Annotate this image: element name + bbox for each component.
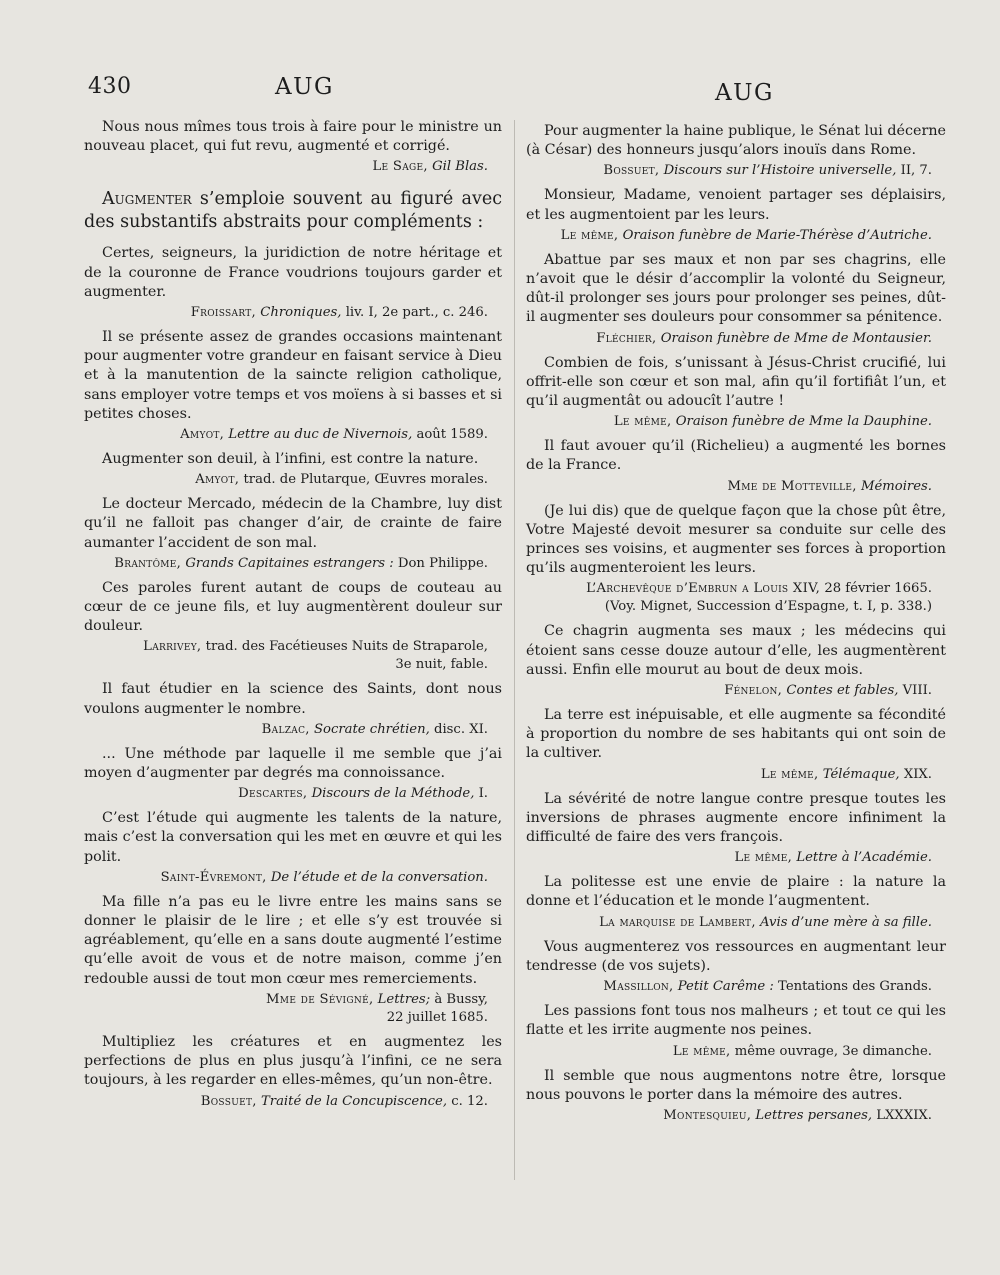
source-author: Bossuet, <box>603 163 660 179</box>
quotation: Le docteur Mercado, médecin de la Chambre, luy dist qu’il ne falloit pas changer d’air, de crainte de faire aumanter l’accident de son mal. <box>84 496 502 551</box>
source-reference: trad. des Facétieuses Nuits de Straparole, <box>205 639 488 655</box>
citation-block <box>84 328 502 444</box>
source-attribution <box>526 682 946 700</box>
source-author: Brantôme, <box>114 555 182 571</box>
source-attribution-line2: (Voy. Mignet, Succession d’Espagne, t. I, p. 338.) <box>604 599 932 615</box>
citation-block <box>526 873 946 931</box>
source-author: Le Sage, <box>372 159 428 175</box>
source-attribution <box>526 914 946 932</box>
source-attribution <box>84 158 502 176</box>
source-author: Fénelon, <box>724 683 783 699</box>
citation-block <box>84 809 502 887</box>
source-work: Lettres persanes, <box>755 1107 873 1123</box>
source-attribution <box>526 766 946 784</box>
source-reference: Tentations des Grands. <box>773 979 932 995</box>
quotation: Multipliez les créatures et en augmentez les perfections de plus en plus jusqu’à l’infini, ce ne sera toujours, à les regarder en elles-mêmes, qu’un non-être. <box>84 1033 502 1089</box>
source-attribution <box>526 978 946 996</box>
citation-block <box>84 680 502 738</box>
quotation: Il se présente assez de grandes occasions maintenant pour augmenter votre grandeur en faisant service à Dieu et à la manutention de la saincte religion catholique, sans employer votre temps et vos moïens à si basses et si petites choses. <box>84 329 502 422</box>
source-author: Le même, <box>613 414 672 430</box>
citation-block <box>526 122 946 180</box>
source-attribution <box>84 426 502 444</box>
source-author: Bossuet, <box>200 1093 257 1109</box>
source-attribution <box>526 1107 946 1125</box>
citation-block <box>84 118 502 176</box>
source-attribution <box>526 580 946 598</box>
source-work: Gil Blas. <box>432 159 488 175</box>
source-work: Contes et fables, <box>786 683 899 699</box>
source-author: Saint-Évremont, <box>160 869 267 885</box>
quotation: Il semble que nous augmentons notre être, lorsque nous pouvons le porter dans la mémoire des autres. <box>526 1067 946 1103</box>
quotation: ... Une méthode par laquelle il me semble que j’ai moyen d’augmenter par degrés ma connoissance. <box>84 745 502 782</box>
source-work: Discours de la Méthode, <box>311 786 475 802</box>
citation-block <box>84 450 502 489</box>
quotation: Combien de fois, s’unissant à Jésus-Christ crucifié, lui offrit-elle son cœur et son mal, afin qu’il fortifiât l’un, et qu’il augmentât ou adoucît l’autre ! <box>526 354 946 410</box>
quotation: Vous augmenterez vos ressources en augmentant leur tendresse (de vos sujets). <box>526 938 946 974</box>
source-attribution <box>526 162 946 180</box>
source-work: Petit Carême : <box>677 979 774 995</box>
source-author: Balzac, <box>261 721 310 737</box>
source-author: Montesquieu, <box>663 1107 752 1123</box>
source-attribution <box>84 721 502 739</box>
quotation: Ce chagrin augmenta ses maux ; les médecins qui étoient sans cesse douze autour d’elle, les augmentèrent aussi. Enfin elle mourut au bout de deux mois. <box>526 623 946 678</box>
source-author: Le même, <box>734 850 793 866</box>
source-attribution <box>526 1043 946 1061</box>
source-work: Lettre à l’Académie. <box>796 850 932 866</box>
source-attribution <box>526 413 946 431</box>
quotation: La politesse est une envie de plaire : la nature la donne et l’éducation et le monde l’augmentent. <box>526 874 946 910</box>
citation-block <box>526 186 946 244</box>
source-attribution <box>84 785 502 803</box>
quotation: Les passions font tous nos malheurs ; et tout ce qui les flatte et les irrite augmente nos peines. <box>526 1003 946 1039</box>
citation-block <box>526 354 946 432</box>
column-divider <box>514 120 515 1180</box>
headword: Augmenter <box>102 189 192 210</box>
source-attribution <box>84 304 502 322</box>
source-reference: trad. de Plutarque, Œuvres morales. <box>243 472 488 488</box>
citation-block <box>526 622 946 700</box>
source-work: Avis d’une mère à sa fille. <box>760 914 932 930</box>
page-number: 430 <box>88 74 132 99</box>
source-reference: Don Philippe. <box>393 555 488 571</box>
source-work: Grands Capitaines estrangers : <box>185 555 394 571</box>
source-author: Froissart, <box>190 305 257 321</box>
quotation: La sévérité de notre langue contre presque toutes les inversions de phrases augmente encore infiniment la difficulté de faire des vers françois. <box>526 790 946 846</box>
quotation: Il faut avouer qu’il (Richelieu) a augmenté les bornes de la France. <box>526 438 946 474</box>
citation-block <box>84 188 502 234</box>
citation-block <box>84 495 502 573</box>
source-reference: VIII. <box>898 683 932 699</box>
source-attribution <box>84 555 502 573</box>
source-reference: même ouvrage, 3e dimanche. <box>734 1043 932 1059</box>
running-head-right: AUG <box>715 80 774 106</box>
source-author: Mme de Motteville, <box>727 478 857 494</box>
citation-block <box>84 244 502 322</box>
source-work: Oraison funèbre de Marie-Thérèse d’Autriche. <box>622 227 932 243</box>
quotation: (Je lui dis) que de quelque façon que la chose pût être, Votre Majesté devoit mesurer sa conduite sur celle des princes ses voisins, et augmenter ses forces à proportion qu’ils augmenteroient les leurs. <box>526 502 946 577</box>
source-work: Discours sur l’Histoire universelle, <box>663 163 897 179</box>
source-attribution <box>84 869 502 887</box>
usage-note-text: s’emploie souvent au figuré avec des substantifs abstraits pour compléments : <box>84 189 502 233</box>
quotation: Abattue par ses maux et non par ses chagrins, elle n’avoit que le désir d’accomplir la volonté du Seigneur, dût-il prolonger ses jours pour prolonger ses peines, dût-il augmenter ses douleurs pour consommer sa pénitence. <box>526 251 946 326</box>
citation-block <box>526 251 946 348</box>
source-reference: I. <box>474 786 488 802</box>
source-author: Le même, <box>760 766 819 782</box>
source-reference: disc. XI. <box>429 721 488 737</box>
source-attribution <box>526 849 946 867</box>
source-work: De l’étude et de la conversation. <box>270 869 488 885</box>
source-author: Larrivey, <box>143 639 202 655</box>
right-column <box>526 122 946 1131</box>
source-attribution <box>84 471 502 489</box>
left-column <box>84 118 502 1117</box>
quotation: Nous nous mîmes tous trois à faire pour le ministre un nouveau placet, qui fut revu, augmenté et corrigé. <box>84 119 502 155</box>
source-work: Lettres; <box>377 991 431 1007</box>
quotation: Ces paroles furent autant de coups de couteau au cœur de ce jeune fils, et luy augmentèrent douleur sur douleur. <box>84 579 502 635</box>
source-reference: LXXXIX. <box>872 1107 932 1123</box>
source-reference: II, 7. <box>896 163 932 179</box>
quotation: Certes, seigneurs, la juridiction de notre héritage et de la couronne de France voudrions toujours garder et augmenter. <box>84 245 502 300</box>
source-work: Socrate chrétien, <box>313 721 430 737</box>
source-attribution <box>84 638 502 656</box>
source-attribution <box>84 1093 502 1111</box>
quotation: Augmenter son deuil, à l’infini, est contre la nature. <box>102 451 479 468</box>
source-author: Fléchier, <box>596 330 657 346</box>
source-work: Lettre au duc de Nivernois, <box>228 427 413 443</box>
quotation: Pour augmenter la haine publique, le Sénat lui décerne (à César) des honneurs jusqu’alors inouïs dans Rome. <box>526 123 946 159</box>
source-attribution <box>526 227 946 245</box>
source-work: Mémoires. <box>860 478 932 494</box>
quotation: Ma fille n’a pas eu le livre entre les mains sans se donner le plaisir de le lire ; et elle s’y est trouvée si agréablement, qu’elle en a sans doute augmenté l’estime qu’elle avoit de vous et de notre maison, comme j’en redouble aussi de tout mon cœur mes remerciements. <box>84 893 502 987</box>
source-work: Traité de la Concupiscence, <box>260 1093 448 1109</box>
source-work: Télémaque, <box>822 766 900 782</box>
source-attribution <box>526 330 946 348</box>
citation-block <box>526 437 946 495</box>
source-author: Massillon, <box>603 979 674 995</box>
source-attribution-line2: 3e nuit, fable. <box>395 657 488 673</box>
source-reference: liv. I, 2e part., c. 246. <box>341 305 488 321</box>
source-work: Chroniques, <box>260 305 342 321</box>
source-reference: c. 12. <box>447 1093 488 1109</box>
source-author: Descartes, <box>238 786 308 802</box>
citation-block <box>526 1002 946 1060</box>
source-author: L’Archevêque d’Embrun a Louis XIV, <box>586 581 821 597</box>
citation-block <box>526 1067 946 1125</box>
usage-note <box>84 188 502 234</box>
source-attribution-line2: 22 juillet 1685. <box>386 1009 488 1025</box>
quotation: C’est l’étude qui augmente les talents de la nature, mais c’est la conversation qui les met en œuvre et qui les polit. <box>84 810 502 865</box>
citation-block <box>84 745 502 803</box>
citation-block <box>84 1033 502 1111</box>
citation-block <box>526 706 946 784</box>
source-reference: à Bussy, <box>430 991 488 1007</box>
source-reference: août 1589. <box>412 427 488 443</box>
source-attribution <box>84 991 502 1009</box>
source-author: Amyot, <box>195 472 240 488</box>
source-attribution <box>526 478 946 496</box>
citation-block <box>526 502 946 617</box>
quotation: La terre est inépuisable, et elle augmente sa fécondité à proportion du nombre de ses habitants qui ont soin de la cultiver. <box>526 707 946 762</box>
citation-block <box>526 790 946 868</box>
source-author: La marquise de Lambert, <box>599 914 756 930</box>
citation-block <box>84 579 502 675</box>
running-head-left: AUG <box>275 74 334 100</box>
citation-block <box>526 938 946 996</box>
source-reference: 28 février 1665. <box>824 581 932 597</box>
source-author: Le même, <box>672 1043 731 1059</box>
source-work: Oraison funèbre de Mme de Montausier. <box>660 330 932 346</box>
source-work: Oraison funèbre de Mme la Dauphine. <box>675 414 932 430</box>
source-author: Le même, <box>560 227 619 243</box>
source-author: Amyot, <box>180 427 225 443</box>
quotation: Monsieur, Madame, venoient partager ses déplaisirs, et les augmentoient par les leurs. <box>526 187 946 223</box>
citation-block <box>84 893 502 1027</box>
source-reference: XIX. <box>899 766 932 782</box>
source-author: Mme de Sévigné, <box>266 991 374 1007</box>
quotation: Il faut étudier en la science des Saints, dont nous voulons augmenter le nombre. <box>84 681 502 717</box>
